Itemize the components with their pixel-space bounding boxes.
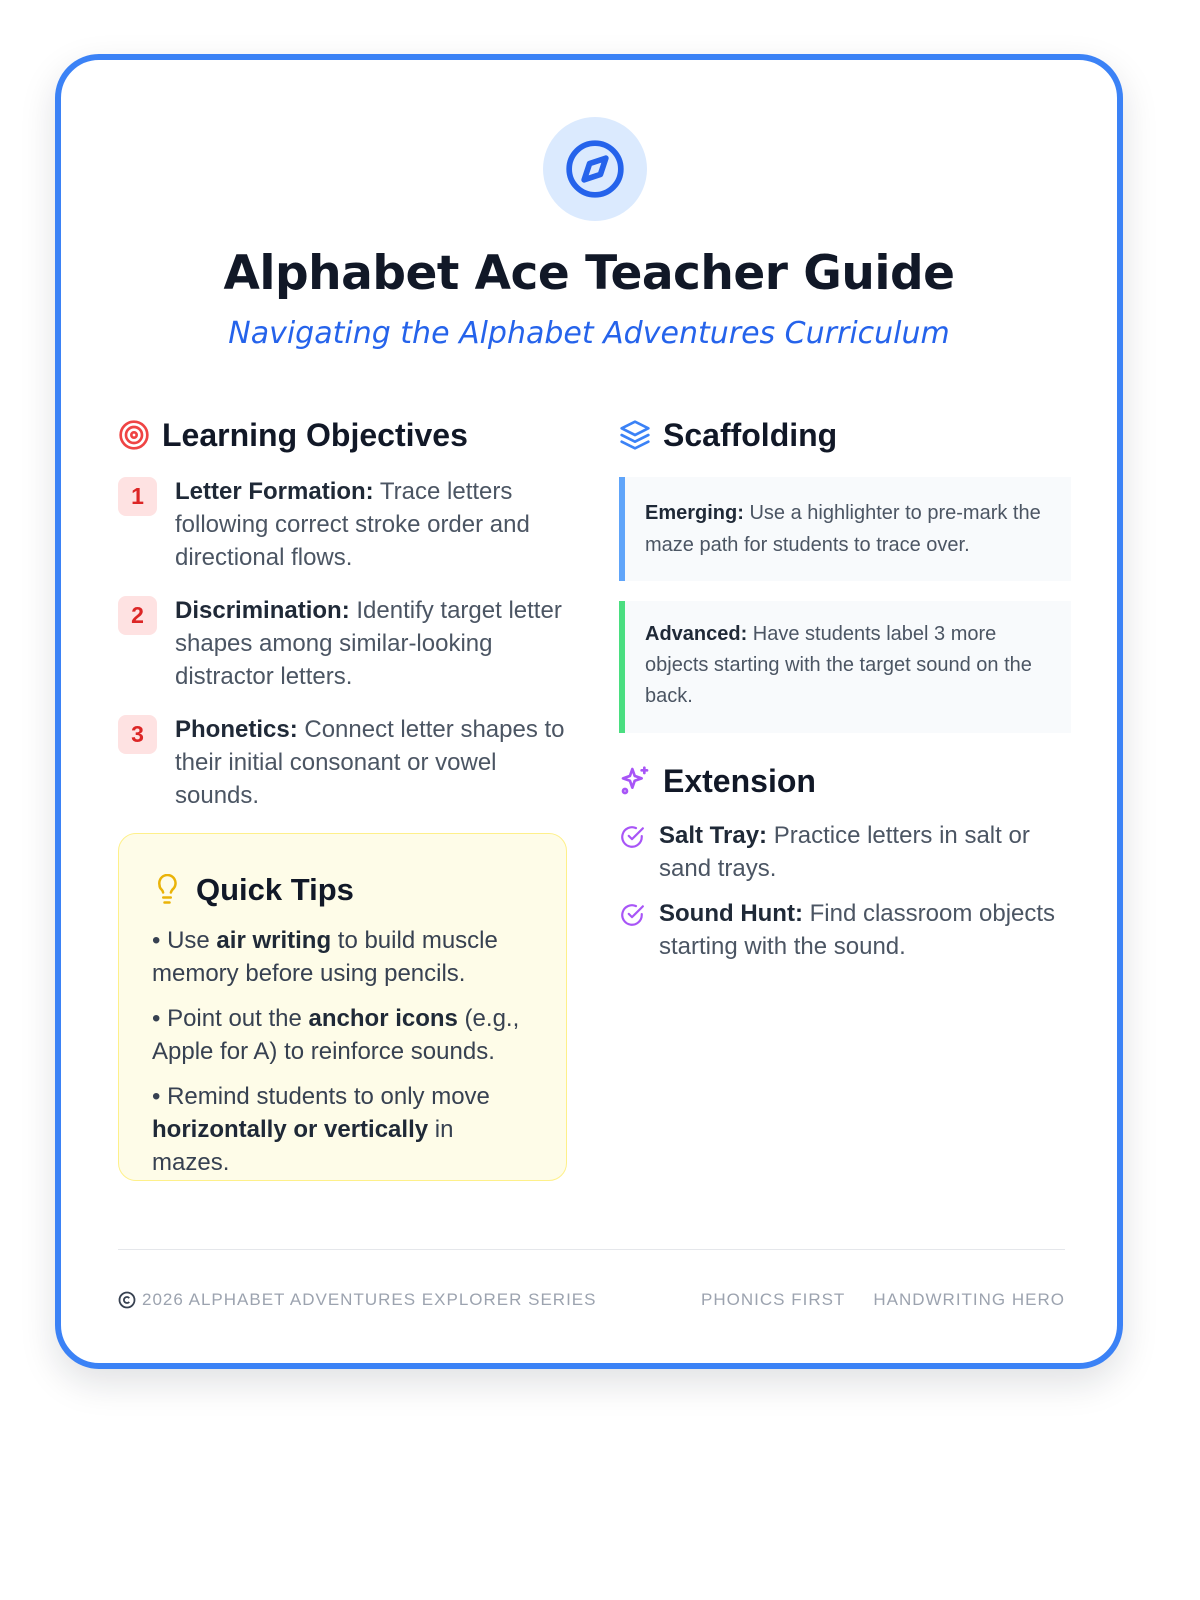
- list-item: [118, 713, 573, 812]
- objectives-heading-label: Learning Objectives: [162, 416, 468, 453]
- scaffold-term: Advanced:: [645, 623, 748, 645]
- extension-list: [619, 819, 1071, 963]
- header-badge: [543, 117, 647, 221]
- layers-icon: [619, 419, 651, 451]
- footer: [118, 1290, 1065, 1310]
- sparkles-icon: [619, 765, 651, 797]
- extension-heading: [619, 759, 1071, 803]
- objective-description: Identify target letter shapes among similar-looking distractor letters.: [175, 597, 562, 690]
- tips-heading-label: Quick Tips: [196, 872, 354, 907]
- scaffold-emerging: [619, 477, 1071, 581]
- tip-text: • Use: [152, 927, 217, 954]
- scaffold-description: Use a highlighter to pre-mark the maze path for students to trace over.: [645, 502, 1041, 556]
- page-title: Alphabet Ace Teacher Guide: [223, 246, 955, 301]
- extension-heading-label: Extension: [663, 762, 816, 799]
- scaffolding-heading-label: Scaffolding: [663, 416, 838, 453]
- quick-tips-box: [118, 833, 567, 1181]
- objective-number: 2: [118, 596, 157, 635]
- guide-card: [55, 54, 1123, 1369]
- list-item: [619, 897, 1071, 963]
- tips-heading: [152, 868, 536, 912]
- objective-text: [175, 594, 573, 693]
- objective-term: Discrimination:: [175, 597, 350, 624]
- tip-text: • Remind students to only move: [152, 1083, 490, 1110]
- copyright-icon: [118, 1291, 136, 1309]
- tip-item: [152, 924, 536, 990]
- objective-number: 1: [118, 477, 157, 516]
- copyright-text: 2026 ALPHABET ADVENTURES EXPLORER SERIES: [142, 1290, 597, 1309]
- objective-description: Trace letters following correct stroke order and directional flows.: [175, 478, 530, 571]
- objectives-heading: [118, 413, 573, 457]
- extension-term: Sound Hunt:: [659, 900, 803, 927]
- objective-description: Connect letter shapes to their initial consonant or vowel sounds.: [175, 716, 565, 809]
- objective-number: 3: [118, 715, 157, 754]
- objective-text: [175, 713, 573, 812]
- compass-icon: [564, 138, 626, 200]
- objective-term: Letter Formation:: [175, 478, 374, 505]
- tip-emphasis: anchor icons: [308, 1005, 458, 1032]
- check-circle-icon: [619, 824, 645, 850]
- list-item: [118, 594, 573, 693]
- objective-text: [175, 475, 573, 574]
- left-column: [118, 413, 573, 1181]
- scaffolding-heading: [619, 413, 1071, 457]
- objective-term: Phonetics:: [175, 716, 298, 743]
- scaffold-description: Have students label 3 more objects starting with the target sound on the back.: [645, 623, 1032, 707]
- lightbulb-icon: [152, 874, 182, 906]
- scaffold-term: Emerging:: [645, 502, 744, 524]
- right-column: [619, 413, 1071, 975]
- tip-text: • Point out the: [152, 1005, 309, 1032]
- extension-description: Practice letters in salt or sand trays.: [659, 822, 1030, 882]
- footer-divider: [118, 1249, 1065, 1250]
- footer-tag: HANDWRITING HERO: [873, 1290, 1065, 1309]
- page-subtitle: Navigating the Alphabet Adventures Curriculum: [228, 316, 950, 351]
- tip-item: [152, 1080, 536, 1179]
- tip-emphasis: horizontally or vertically: [152, 1116, 429, 1143]
- scaffold-advanced: [619, 601, 1071, 733]
- footer-tag: PHONICS FIRST: [701, 1290, 846, 1309]
- footer-tags: [701, 1290, 1065, 1310]
- extension-term: Salt Tray:: [659, 822, 768, 849]
- extension-description: Find classroom objects starting with the sound.: [659, 900, 1056, 960]
- list-item: [619, 819, 1071, 885]
- target-icon: [118, 419, 150, 451]
- extension-text: [659, 819, 1071, 885]
- tip-text: to build muscle memory before using pencils.: [152, 927, 498, 987]
- objectives-list: [118, 475, 573, 812]
- extension-text: [659, 897, 1071, 963]
- tip-item: [152, 1002, 536, 1068]
- footer-copyright: [118, 1290, 596, 1310]
- tip-text: (e.g., Apple for A) to reinforce sounds.: [152, 1005, 520, 1065]
- check-circle-icon: [619, 902, 645, 928]
- tip-text: in mazes.: [152, 1116, 454, 1176]
- list-item: [118, 475, 573, 574]
- scaffolding-list: [619, 477, 1071, 733]
- tip-emphasis: air writing: [216, 927, 332, 954]
